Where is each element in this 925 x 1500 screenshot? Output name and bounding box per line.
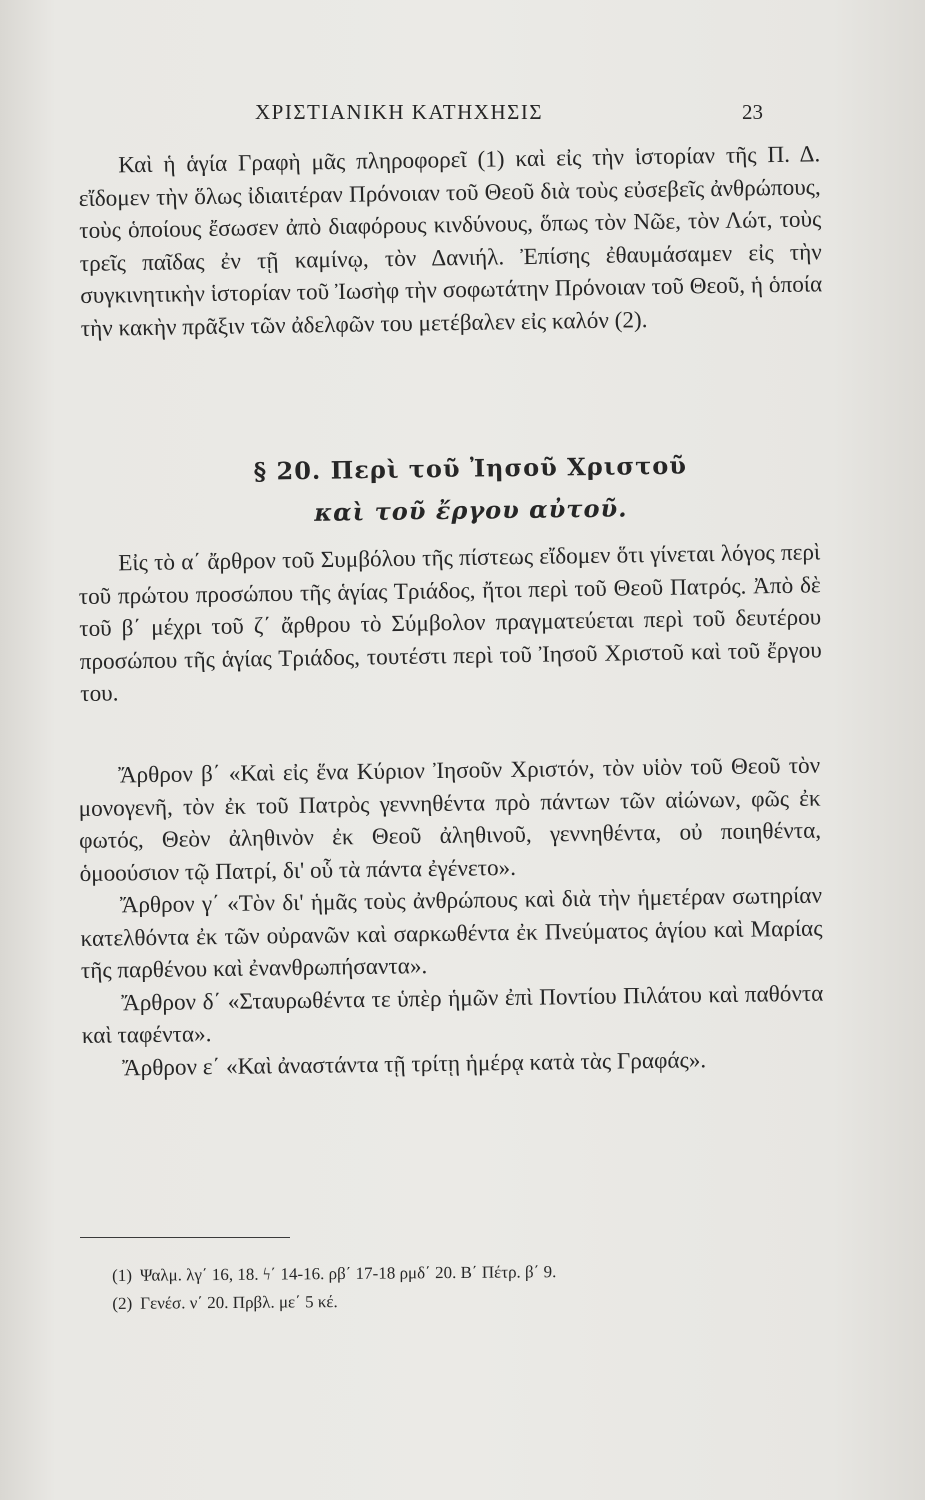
footnote-1-marker: (1) [112,1265,133,1285]
section-title-line-2: καὶ τοῦ ἔργου αὐτοῦ. [313,493,628,527]
creed-articles [78,750,824,1085]
body-paragraph-2: Εἰς τὸ α΄ ἄρθρον τοῦ Συμβόλου τῆς πίστεως εἴδομεν ὅτι γίνεται λόγος περὶ τοῦ πρώτου προσώπου τῆς ἁγίας Τριάδος, ἤτοι περὶ τοῦ Θεοῦ Πατρός. Ἀπὸ δὲ τοῦ β΄ μέχρι τοῦ ζ΄ ἄρθρου τὸ Σύμβολον πραγματεύεται περὶ τοῦ δευτέρου προσώπου τῆς ἁγίας Τριάδος, τουτέστι περὶ τοῦ Ἰησοῦ Χριστοῦ καὶ τοῦ ἔργου του. [78,539,822,707]
footnote-2-marker: (2) [112,1293,133,1313]
footnote-2 [112,1286,556,1318]
footnote-divider [80,1237,290,1238]
body-paragraph-1: Καὶ ἡ ἁγία Γραφὴ μᾶς πληροφορεῖ (1) καὶ εἰς τὴν ἱστορίαν τῆς Π. Δ. εἴδομεν τὴν ὅλως ἰδιαιτέραν Πρόνοιαν τοῦ Θεοῦ διὰ τοὺς εὐσεβεῖς ἀνθρώπους, τοὺς ὁποίους ἔσωσεν ἀπὸ διαφόρους κινδύνους, ὅπως τὸν Νῶε, τὸν Λώτ, τοὺς τρεῖς παῖδας ἐν τῇ καμίνῳ, τὸν Δανιήλ. Ἐπίσης ἐθαυμάσαμεν εἰς τὴν συγκινητικὴν ἱστορίαν τοῦ Ἰωσὴφ τὴν σοφωτάτην Πρόνοιαν τοῦ Θεοῦ, ἡ ὁποία τὴν κακὴν πρᾶξιν τῶν ἀδελφῶν του μετέβαλεν εἰς καλόν (2). [78,141,823,342]
page-number: 23 [742,100,763,124]
creed-article-4: Ἄρθρον δ΄ «Σταυρωθέντα τε ὑπὲρ ἡμῶν ἐπὶ Ποντίου Πιλάτου καὶ παθόντα καὶ ταφέντα». [81,980,824,1049]
footnotes [112,1258,557,1318]
creed-article-2: Ἄρθρον β΄ «Καὶ εἰς ἕνα Κύριον Ἰησοῦν Χριστόν, τὸν υἱὸν τοῦ Θεοῦ τὸν μονογενῆ, τὸν ἐκ τοῦ Πατρὸς γεννηθέντα πρὸ πάντων τῶν αἰώνων, φῶς ἐκ φωτός, Θεὸν ἀληθινὸν ἐκ Θεοῦ ἀληθινοῦ, γεννηθέντα, οὐ ποιηθέντα, ὁμοούσιον τῷ Πατρί, δι' οὗ τὰ πάντα ἐγένετο». [78,752,822,887]
creed-article-5: Ἄρθρον ε΄ «Καὶ ἀναστάντα τῇ τρίτῃ ἡμέρᾳ κατὰ τὰς Γραφάς». [122,1046,707,1081]
running-head-title: ΧΡΙΣΤΙΑΝΙΚΗ ΚΑΤΗΧΗΣΙΣ [255,100,544,124]
footnote-1-text: Ψαλμ. λγ΄ 16, 18. ϟ΄ 14-16. ρβ΄ 17-18 ρμδ΄ 20. Β΄ Πέτρ. β΄ 9. [139,1262,557,1285]
section-heading [160,443,781,536]
section-title-line-1: § 20. Περὶ τοῦ Ἰησοῦ Χριστοῦ [253,450,688,486]
creed-article-3: Ἄρθρον γ΄ «Τὸν δι' ἡμᾶς τοὺς ἀνθρώπους καὶ διὰ τὴν ἡμετέραν σωτηρίαν κατελθόντα ἐκ τῶν οὐρανῶν καὶ σαρκωθέντα ἐκ Πνεύματος ἁγίου καὶ Μαρίας τῆς παρθένου καὶ ἐνανθρωπήσαντα». [80,882,823,984]
footnote-1 [112,1258,556,1290]
footnote-2-text: Γενέσ. ν΄ 20. Πρβλ. με΄ 5 κέ. [140,1292,338,1313]
